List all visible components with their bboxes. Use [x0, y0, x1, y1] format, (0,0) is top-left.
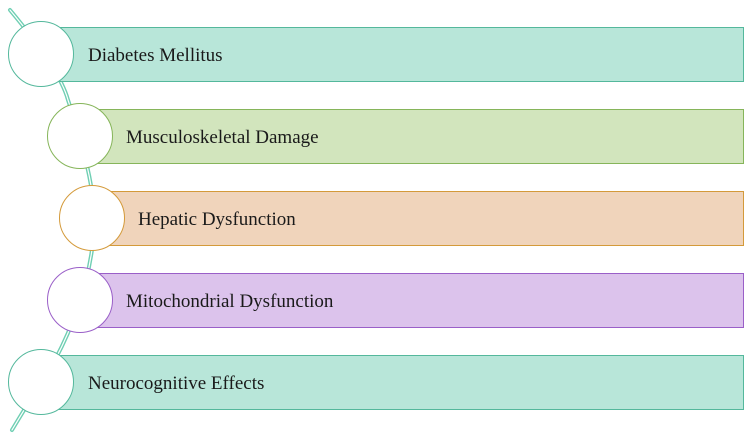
circle-marker-neurocognitive-effects	[8, 349, 74, 415]
bar-mitochondrial-dysfunction	[76, 273, 744, 328]
circle-marker-mitochondrial-dysfunction	[47, 267, 113, 333]
circle-marker-hepatic-dysfunction	[59, 185, 125, 251]
label-musculoskeletal-damage: Musculoskeletal Damage	[126, 126, 319, 148]
bar-musculoskeletal-damage	[76, 109, 744, 164]
bar-neurocognitive-effects	[38, 355, 744, 410]
label-diabetes-mellitus: Diabetes Mellitus	[88, 44, 223, 66]
bar-diabetes-mellitus	[38, 27, 744, 82]
circle-marker-diabetes-mellitus	[8, 21, 74, 87]
label-hepatic-dysfunction: Hepatic Dysfunction	[138, 208, 296, 230]
bar-hepatic-dysfunction	[88, 191, 744, 246]
circle-marker-musculoskeletal-damage	[47, 103, 113, 169]
label-neurocognitive-effects: Neurocognitive Effects	[88, 372, 265, 394]
label-mitochondrial-dysfunction: Mitochondrial Dysfunction	[126, 290, 334, 312]
